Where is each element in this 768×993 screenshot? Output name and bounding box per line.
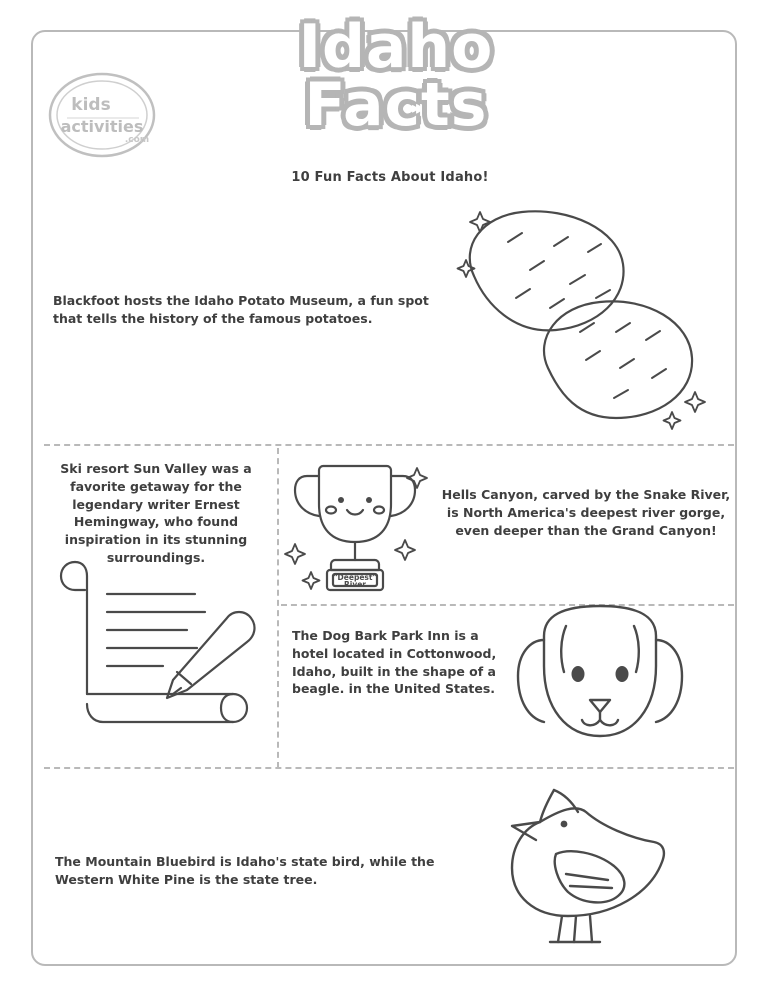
- fact-sun-valley: Ski resort Sun Valley was a favorite getaway for the legendary writer Ernest Hemingway, who found inspiration in its stunning surroundings.: [60, 461, 252, 565]
- page-title: [246, 12, 546, 140]
- beagle-illustration: [510, 600, 690, 760]
- bluebird-illustration: [490, 770, 680, 945]
- trophy-label-line2: River: [343, 580, 367, 589]
- divider-3: [44, 767, 734, 769]
- trophy-label-line1: "Deepest": [333, 573, 377, 582]
- title-line-1: Idaho: [298, 12, 494, 82]
- divider-vertical: [277, 448, 279, 768]
- divider-1: [44, 444, 734, 446]
- fact-potato-museum: Blackfoot hosts the Idaho Potato Museum, a fun spot that tells the history of the famous potatoes.: [53, 293, 429, 326]
- fact-dog-bark-park-inn: The Dog Bark Park Inn is a hotel located in Cottonwood, Idaho, built in the shape of a beagle. in the United States.: [292, 628, 497, 697]
- fact-hells-canyon: Hells Canyon, carved by the Snake River, is North America's deepest river gorge, even deeper than the Grand Canyon!: [441, 487, 731, 538]
- svg-text:kids: kids: [71, 95, 111, 115]
- svg-text:.com: .com: [124, 135, 150, 145]
- svg-text:activities: activities: [60, 117, 144, 136]
- trophy-illustration: [283, 448, 433, 608]
- title-line-2: Facts: [304, 70, 488, 140]
- kids-activities-logo: [47, 70, 157, 160]
- potatoes-illustration: [430, 198, 705, 438]
- page-subtitle: 10 Fun Facts About Idaho!: [291, 170, 489, 185]
- fact-state-bird-tree: The Mountain Bluebird is Idaho's state bird, while the Western White Pine is the state tree.: [55, 854, 435, 887]
- scroll-and-pen-illustration: [45, 548, 270, 733]
